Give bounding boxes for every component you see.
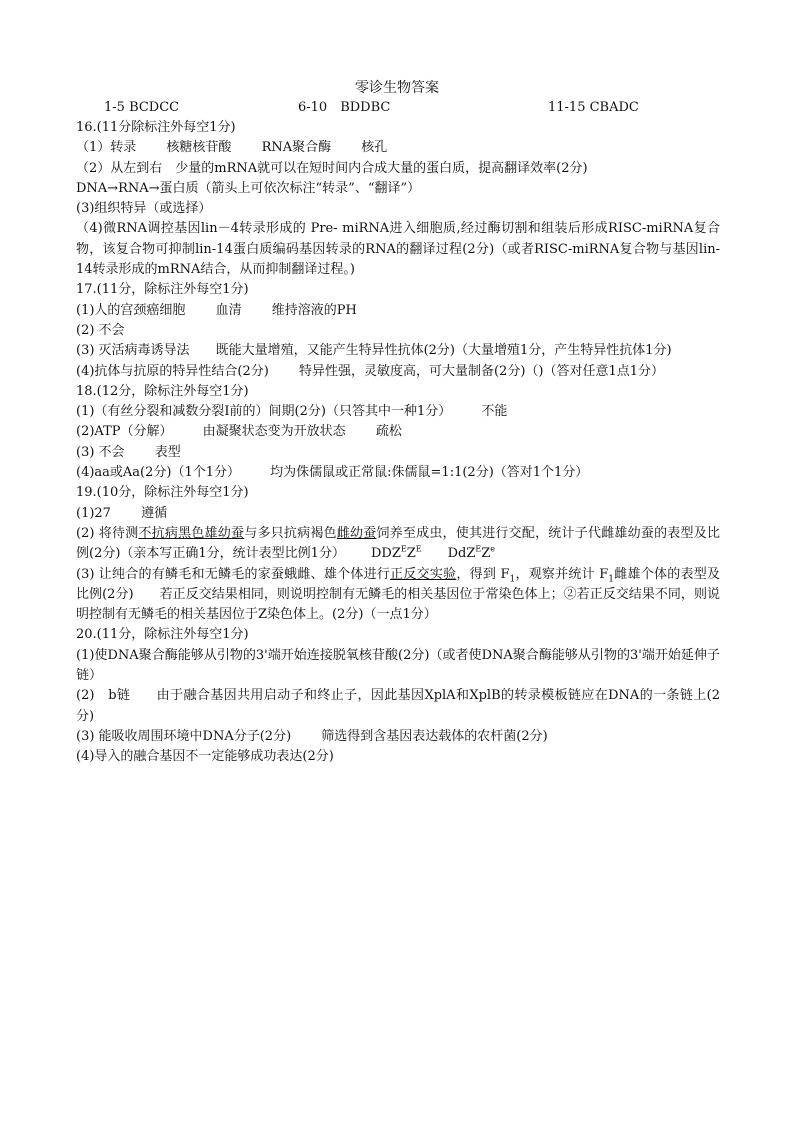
q16-answer-2: （2）从左到右 少量的mRNA就可以在短时间内合成大量的蛋白质，提高翻译效率(2分) <box>76 160 588 176</box>
q18-answer-1: (1)（有丝分裂和减数分裂Ⅰ前的）间期(2分)（只答其中一种1分） 不能 <box>76 404 508 420</box>
q17-answer-1: (1)人的宫颈癌细胞 血清 维持溶液的PH <box>76 302 357 318</box>
mc-answers-1-5: 1-5 BCDCC <box>104 100 180 115</box>
mc-answers-6-10: 6-10 BDDBC <box>298 100 391 115</box>
q17-header: 17.(11分，除标注外每空1分) <box>76 282 249 298</box>
q19-answer-3: (3) 让纯合的有鳞毛和无鳞毛的家蚕蛾雌、雄个体进行正反交实验，得到 $F_1$，观察并统计 $F_1$雌雄个体的表型及比例(2分) 若正反交结果相同，则说明控制有无鳞毛的相关基因位于常染色体上；②若正反交结果不同，则说明控制有无鳞毛的相关基因位于Z染色体上。(2分)（一点1分） <box>76 566 720 623</box>
genotype-2: $DdZ^EZ^e$ <box>447 544 495 562</box>
q20-answer-4: (4)导入的融合基因不一定能够成功表达(2分) <box>76 749 334 765</box>
q20-header: 20.(11分，除标注外每空1分) <box>76 627 249 643</box>
q20-answer-1: (1)使DNA聚合酶能够从引物的3'端开始连接脱氧核苷酸(2分)（或者使DNA聚合酶能够从引物的3'端开始延伸子链） <box>76 647 720 684</box>
q17-answer-3: (3) 灭活病毒诱导法 既能大量增殖，又能产生特异性抗体(2分)（大量增殖1分，产生特异性抗体1分) <box>76 343 672 359</box>
q16-answer-2b: DNA→RNA→蛋白质（箭头上可依次标注“转录”、“翻译”） <box>76 180 421 196</box>
q17-answer-2: (2) 不会 <box>76 322 125 338</box>
answer-body <box>76 118 720 768</box>
mc-answers-11-15: 11-15 CBADC <box>548 100 639 115</box>
q19-answer-1: (1)27 遵循 <box>76 505 168 521</box>
genotype-1: $DDZ^EZ^E$ <box>370 544 422 562</box>
q20-answer-2: (2) b链 由于融合基因共用启动子和终止子，因此基因XplA和XplB的转录模板链应在DNA的一条链上(2分) <box>76 688 720 724</box>
q20-answer-3: (3) 能吸收周围环境中DNA分子(2分) 筛选得到含基因表达载体的农杆菌(2分) <box>76 728 548 744</box>
page-title: 零诊生物答案 <box>355 80 439 96</box>
q18-answer-2: (2)ATP（分解） 由凝聚状态变为开放状态 疏松 <box>76 424 402 440</box>
q16-answer-1: （1）转录 核糖核苷酸 RNA聚合酶 核孔 <box>76 140 388 156</box>
q16-header: 16.(11分除标注外每空1分) <box>76 120 236 135</box>
q16-answer-4: （4)微RNA调控基因lin－4转录形成的 Pre- miRNA进入细胞质,经过酶切割和组装后形成RISC-miRNA复合物，该复合物可抑制lin-14蛋白质编码基因转录的RNA的翻译过程(2分)（或者RISC-miRNA复合物与基因lin-14转录形成的mRNA结合，从而抑制翻译过程。) <box>76 221 720 278</box>
q17-answer-4: (4)抗体与抗原的特异性结合(2分) 特异性强，灵敏度高，可大量制备(2分)（)（答对任意1点1分） <box>76 363 665 379</box>
q18-header: 18.(12分，除标注外每空1分) <box>76 383 249 399</box>
q18-answer-4: (4)aa或Aa(2分)（1个1分） 均为侏儒鼠或正常鼠:侏儒鼠=1:1(2分)（答对1个1分） <box>76 465 589 481</box>
q19-answer-2: (2) 将待测不抗病黑色雄幼蚕与多只抗病褐色雌幼蚕饲养至成虫，使其进行交配，统计子代雌雄幼蚕的表型及比例(2分)（亲本写正确1分，统计表型比例1分） $DDZ^EZ^E$ $DdZ^EZ^e$ <box>76 525 720 562</box>
q18-answer-3: (3) 不会 表型 <box>76 444 181 460</box>
q16-answer-3: (3)组织特异（或选择） <box>76 201 212 217</box>
q19-header: 19.(10分，除标注外每空1分) <box>76 485 249 501</box>
